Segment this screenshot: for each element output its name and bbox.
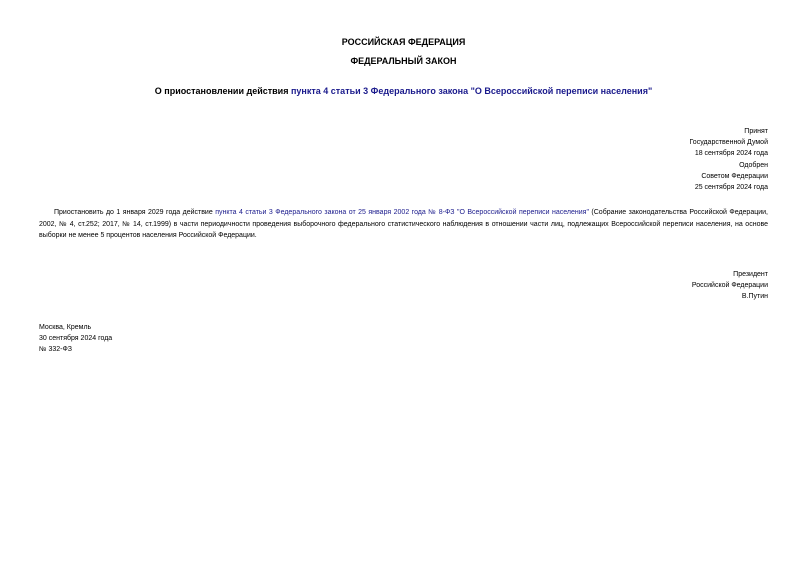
body-text-before: Приостановить до 1 января 2029 года действие	[54, 209, 216, 216]
adoption-block	[689, 126, 768, 193]
approved-by: Советом Федерации	[701, 172, 768, 180]
signatory-country: Российской Федерации	[691, 282, 768, 290]
place-date-block	[39, 322, 112, 356]
body-law-link[interactable]: пункта 4 статьи 3 Федерального закона от 25 января 2002 года № 8-ФЗ "О Всероссийской переписи населения"	[215, 209, 589, 216]
adopted-by: Государственной Думой	[689, 139, 768, 147]
approved-date: 25 сентября 2024 года	[694, 184, 768, 192]
signature-block	[692, 269, 768, 303]
signing-date: 30 сентября 2024 года	[39, 335, 113, 343]
signing-place: Москва, Кремль	[39, 324, 92, 331]
law-body-paragraph	[39, 207, 768, 242]
adopted-label: Принят	[744, 128, 768, 135]
law-number: № 332-ФЗ	[39, 346, 73, 354]
title-prefix: О приостановлении действия	[154, 86, 291, 96]
adopted-date: 18 сентября 2024 года	[694, 150, 768, 158]
signatory-title: Президент	[733, 271, 768, 278]
document-title	[0, 86, 807, 97]
body-text-after: (Собрание законодательства Российской Федерации, 2002, № 4, ст.252; 2017, № 14, ст.1999) в части периодичности проведения выборочного федерального статистического наблюдения в отношении части лиц, подлежащих Всероссийской переписи населения, на основе выборки не менее 5 процентов населения Российской Федерации.	[39, 209, 768, 240]
approved-label: Одобрен	[739, 161, 768, 169]
document-type-heading: ФЕДЕРАЛЬНЫЙ ЗАКОН	[350, 56, 457, 66]
title-law-link[interactable]: пункта 4 статьи 3 Федерального закона "О Всероссийской переписи населения"	[290, 86, 653, 96]
signatory-name: В.Путин	[741, 293, 768, 301]
country-heading: РОССИЙСКАЯ ФЕДЕРАЦИЯ	[341, 37, 466, 47]
